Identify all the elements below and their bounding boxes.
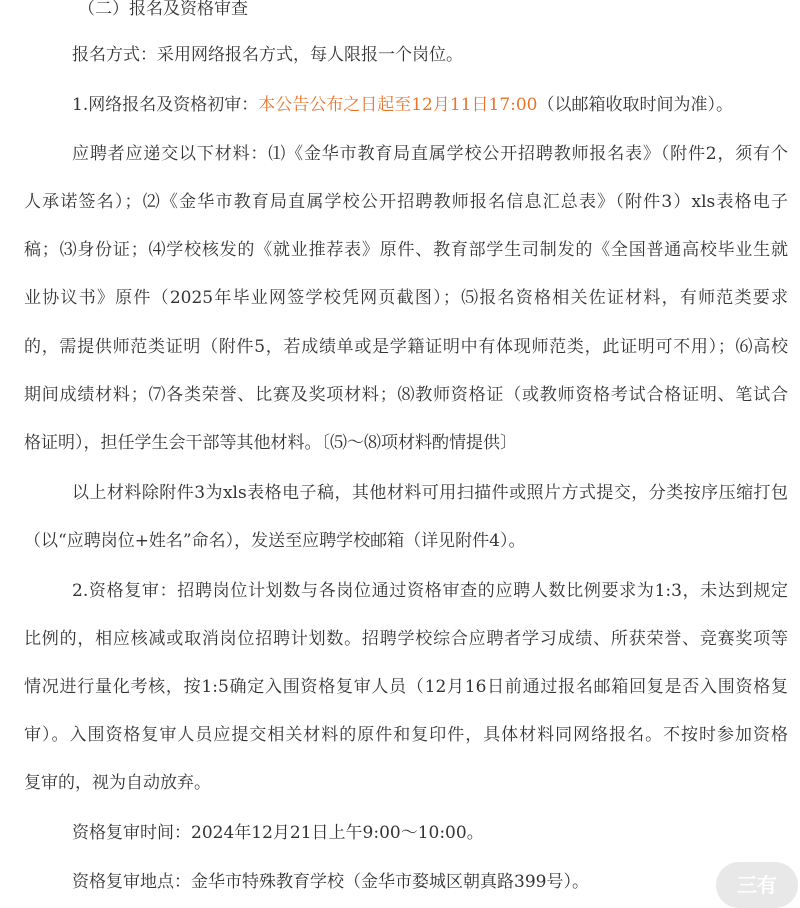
step2-line: 复审的，视为自动放弃。 [24, 773, 211, 793]
materials-line: 业协议书》原件（2025年毕业网签学校凭网页截图）；⑸报名资格相关佐证材料，有师范类要求 [24, 288, 788, 308]
step1-prefix: 1.网络报名及资格初审： [72, 95, 259, 115]
materials-line: 期间成绩材料；⑺各类荣誉、比赛及奖项材料；⑻教师资格证（或教师资格考试合格证明、笔试合 [24, 385, 788, 405]
step1-suffix: （以邮箱收取时间为准）。 [537, 95, 733, 115]
step2-line: 审）。入围资格复审人员应提交相关材料的原件和复印件，具体材料同网络报名。不按时参加资格 [24, 725, 788, 745]
section-heading: （二）报名及资格审查 [78, 0, 248, 19]
review-time: 资格复审时间：2024年12月21日上午9:00～10:00。 [72, 823, 484, 843]
step2-line: 2.资格复审：招聘岗位计划数与各岗位通过资格审查的应聘人数比例要求为1:3，未达到规定 [72, 581, 788, 601]
submission-line: 以上材料除附件3为xls表格电子稿，其他材料可用扫描件或照片方式提交，分类按序压缩打包 [72, 483, 788, 503]
materials-line: 应聘者应递交以下材料：⑴《金华市教育局直属学校公开招聘教师报名表》（附件2，须有个 [72, 144, 788, 164]
registration-method-paragraph: 报名方式：采用网络报名方式，每人限报一个岗位。 [72, 45, 463, 65]
submission-line: （以“应聘岗位+姓名”命名），发送至应聘学校邮箱（详见附件4）。 [24, 531, 526, 551]
review-location: 资格复审地点：金华市特殊教育学校（金华市婺城区朝真路399号）。 [72, 872, 589, 892]
step1-paragraph [24, 92, 788, 118]
floating-action-button[interactable]: 三有 [716, 862, 798, 908]
materials-line: 格证明），担任学生会干部等其他材料。〔⑸～⑻项材料酌情提供〕 [24, 433, 517, 453]
step1-deadline-highlight: 本公告公布之日起至12月11日17:00 [258, 95, 538, 115]
step2-line: 情况进行量化考核，按1:5确定入围资格复审人员（12月16日前通过报名邮箱回复是否入围资格复 [24, 677, 788, 697]
materials-line: 人承诺签名）；⑵《金华市教育局直属学校公开招聘教师报名信息汇总表》（附件3）xls表格电子 [24, 192, 788, 212]
materials-line: 稿；⑶身份证；⑷学校核发的《就业推荐表》原件、教育部学生司制发的《全国普通高校毕业生就 [24, 240, 788, 260]
step2-line: 比例的，相应核减或取消岗位招聘计划数。招聘学校综合应聘者学习成绩、所获荣誉、竞赛奖项等 [24, 629, 788, 649]
materials-line: 的，需提供师范类证明（附件5，若成绩单或是学籍证明中有体现师范类，此证明可不用）；⑹高校 [24, 337, 788, 357]
